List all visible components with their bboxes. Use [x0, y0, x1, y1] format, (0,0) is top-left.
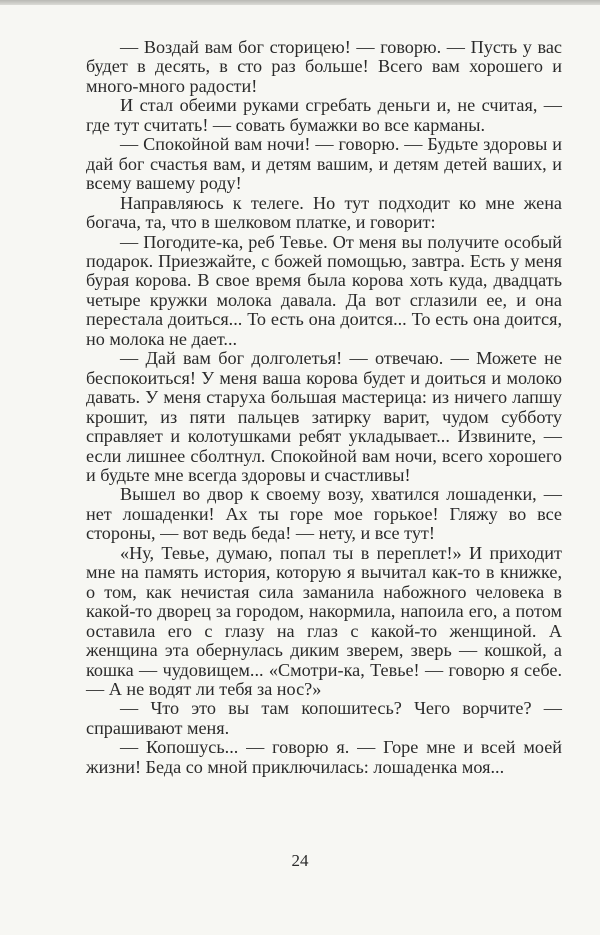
paragraph: И стал обеими руками сгребать деньги и, не считая, — где тут считать! — совать бумажки во все карманы.	[86, 95, 562, 135]
paragraph: — Воздай вам бог сторицею! — говорю. — Пусть у вас будет в десять, в сто раз больше! Всего вам хорошего и много-много радости!	[86, 37, 562, 96]
paragraph: — Копошусь... — говорю я. — Горе мне и всей моей жизни! Беда со мной приключилась: лошаденка моя...	[86, 737, 562, 777]
paragraph: Вышел во двор к своему возу, хватился лошаденки, — нет лошаденки! Ах ты горе мое горькое! Гляжу во все стороны, — вот ведь беда! — нету, и все тут!	[86, 484, 562, 544]
page-number: 24	[291, 851, 309, 870]
paragraph: — Спокойной вам ночи! — говорю. — Будьте здоровы и дай бог счастья вам, и детям вашим, и детям детей ваших, и всему вашему роду!	[86, 134, 562, 194]
paragraph: — Дай вам бог долголетья! — отвечаю. — Можете не беспокоиться! У меня ваша корова будет и доиться и молоко давать. У меня старуха большая мастерица: из ничего лапшу крошит, из пяти пальцев затирку варит, чудом субботу справляет и колотушками ребят укладывает... Извините, — если лишнее сболтнул. Спокойной вам ночи, всего хорошего и будьте мне всегда здоровы и счастливы!	[86, 348, 562, 485]
page-body	[86, 38, 562, 777]
paragraph: «Ну, Тевье, думаю, попал ты в переплет!» И приходит мне на память история, которую я вычитал как-то в книжке, о том, как нечистая сила заманила набожного человека в какой-то дворец за городом, накормила, напоила его, а потом оставила его с глазу на глаз с какой-то женщиной. А женщина эта обернулась диким зверем, зверь — кошкой, а кошка — чудовищем... «Смотри-ка, Тевье! — говорю я себе. — А не водят ли тебя за нос?»	[86, 542, 562, 699]
paragraph: — Что это вы там копошитесь? Чего ворчите? — спрашивают меня.	[86, 698, 562, 738]
top-edge-rule	[0, 0, 600, 5]
paragraph: Направляюсь к телеге. Но тут подходит ко мне жена богача, та, что в шелковом платке, и говорит:	[86, 192, 562, 233]
paragraph: — Погодите-ка, реб Тевье. От меня вы получите особый подарок. Приезжайте, с божей помощью, завтра. Есть у меня бурая корова. В свое время была корова хоть куда, двадцать четыре кружки молока давала. Да вот сглазили ее, и она перестала доиться... То есть она доится... То есть она доится, но молока не дает...	[86, 231, 562, 349]
